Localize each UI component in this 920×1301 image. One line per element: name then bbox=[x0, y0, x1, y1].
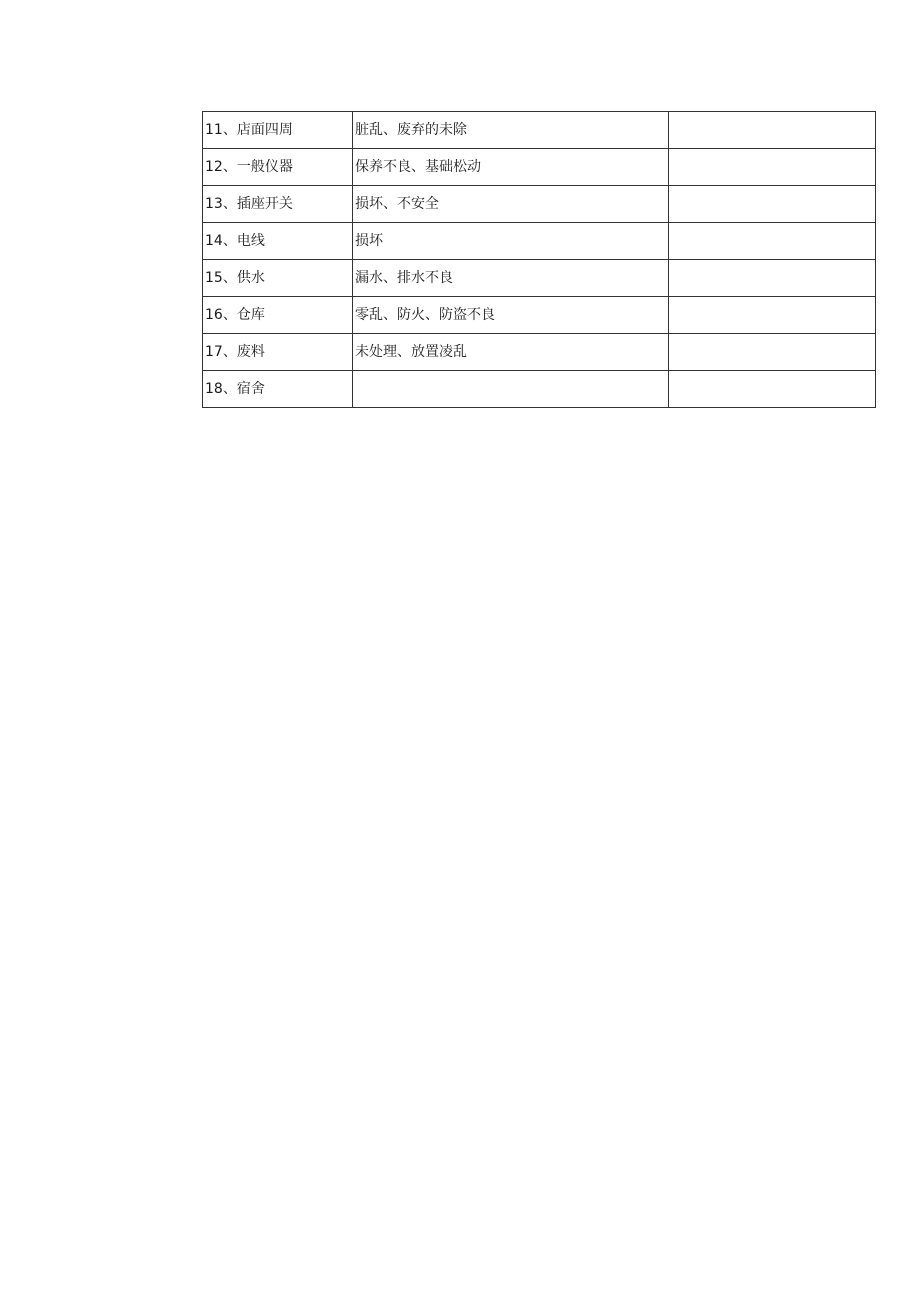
note-cell bbox=[669, 297, 876, 334]
issue-cell: 零乱、防火、防盗不良 bbox=[353, 297, 669, 334]
item-cell: 12、一般仪器 bbox=[203, 149, 353, 186]
table-row bbox=[203, 223, 876, 260]
item-cell: 13、插座开关 bbox=[203, 186, 353, 223]
table-row bbox=[203, 149, 876, 186]
note-cell bbox=[669, 112, 876, 149]
table-row bbox=[203, 371, 876, 408]
table-row bbox=[203, 297, 876, 334]
item-cell: 16、仓库 bbox=[203, 297, 353, 334]
item-cell: 14、电线 bbox=[203, 223, 353, 260]
issue-cell: 漏水、排水不良 bbox=[353, 260, 669, 297]
table-row bbox=[203, 334, 876, 371]
table-row bbox=[203, 186, 876, 223]
note-cell bbox=[669, 260, 876, 297]
item-cell: 17、废料 bbox=[203, 334, 353, 371]
issue-cell bbox=[353, 371, 669, 408]
item-cell: 11、店面四周 bbox=[203, 112, 353, 149]
table-row bbox=[203, 260, 876, 297]
issue-cell: 未处理、放置凌乱 bbox=[353, 334, 669, 371]
note-cell bbox=[669, 334, 876, 371]
issue-cell: 损坏 bbox=[353, 223, 669, 260]
inspection-table bbox=[202, 111, 876, 408]
item-cell: 15、供水 bbox=[203, 260, 353, 297]
item-cell: 18、宿舍 bbox=[203, 371, 353, 408]
issue-cell: 保养不良、基础松动 bbox=[353, 149, 669, 186]
issue-cell: 脏乱、废弃的未除 bbox=[353, 112, 669, 149]
note-cell bbox=[669, 371, 876, 408]
inspection-table-body bbox=[203, 112, 876, 408]
note-cell bbox=[669, 149, 876, 186]
note-cell bbox=[669, 186, 876, 223]
note-cell bbox=[669, 223, 876, 260]
issue-cell: 损坏、不安全 bbox=[353, 186, 669, 223]
table-row bbox=[203, 112, 876, 149]
